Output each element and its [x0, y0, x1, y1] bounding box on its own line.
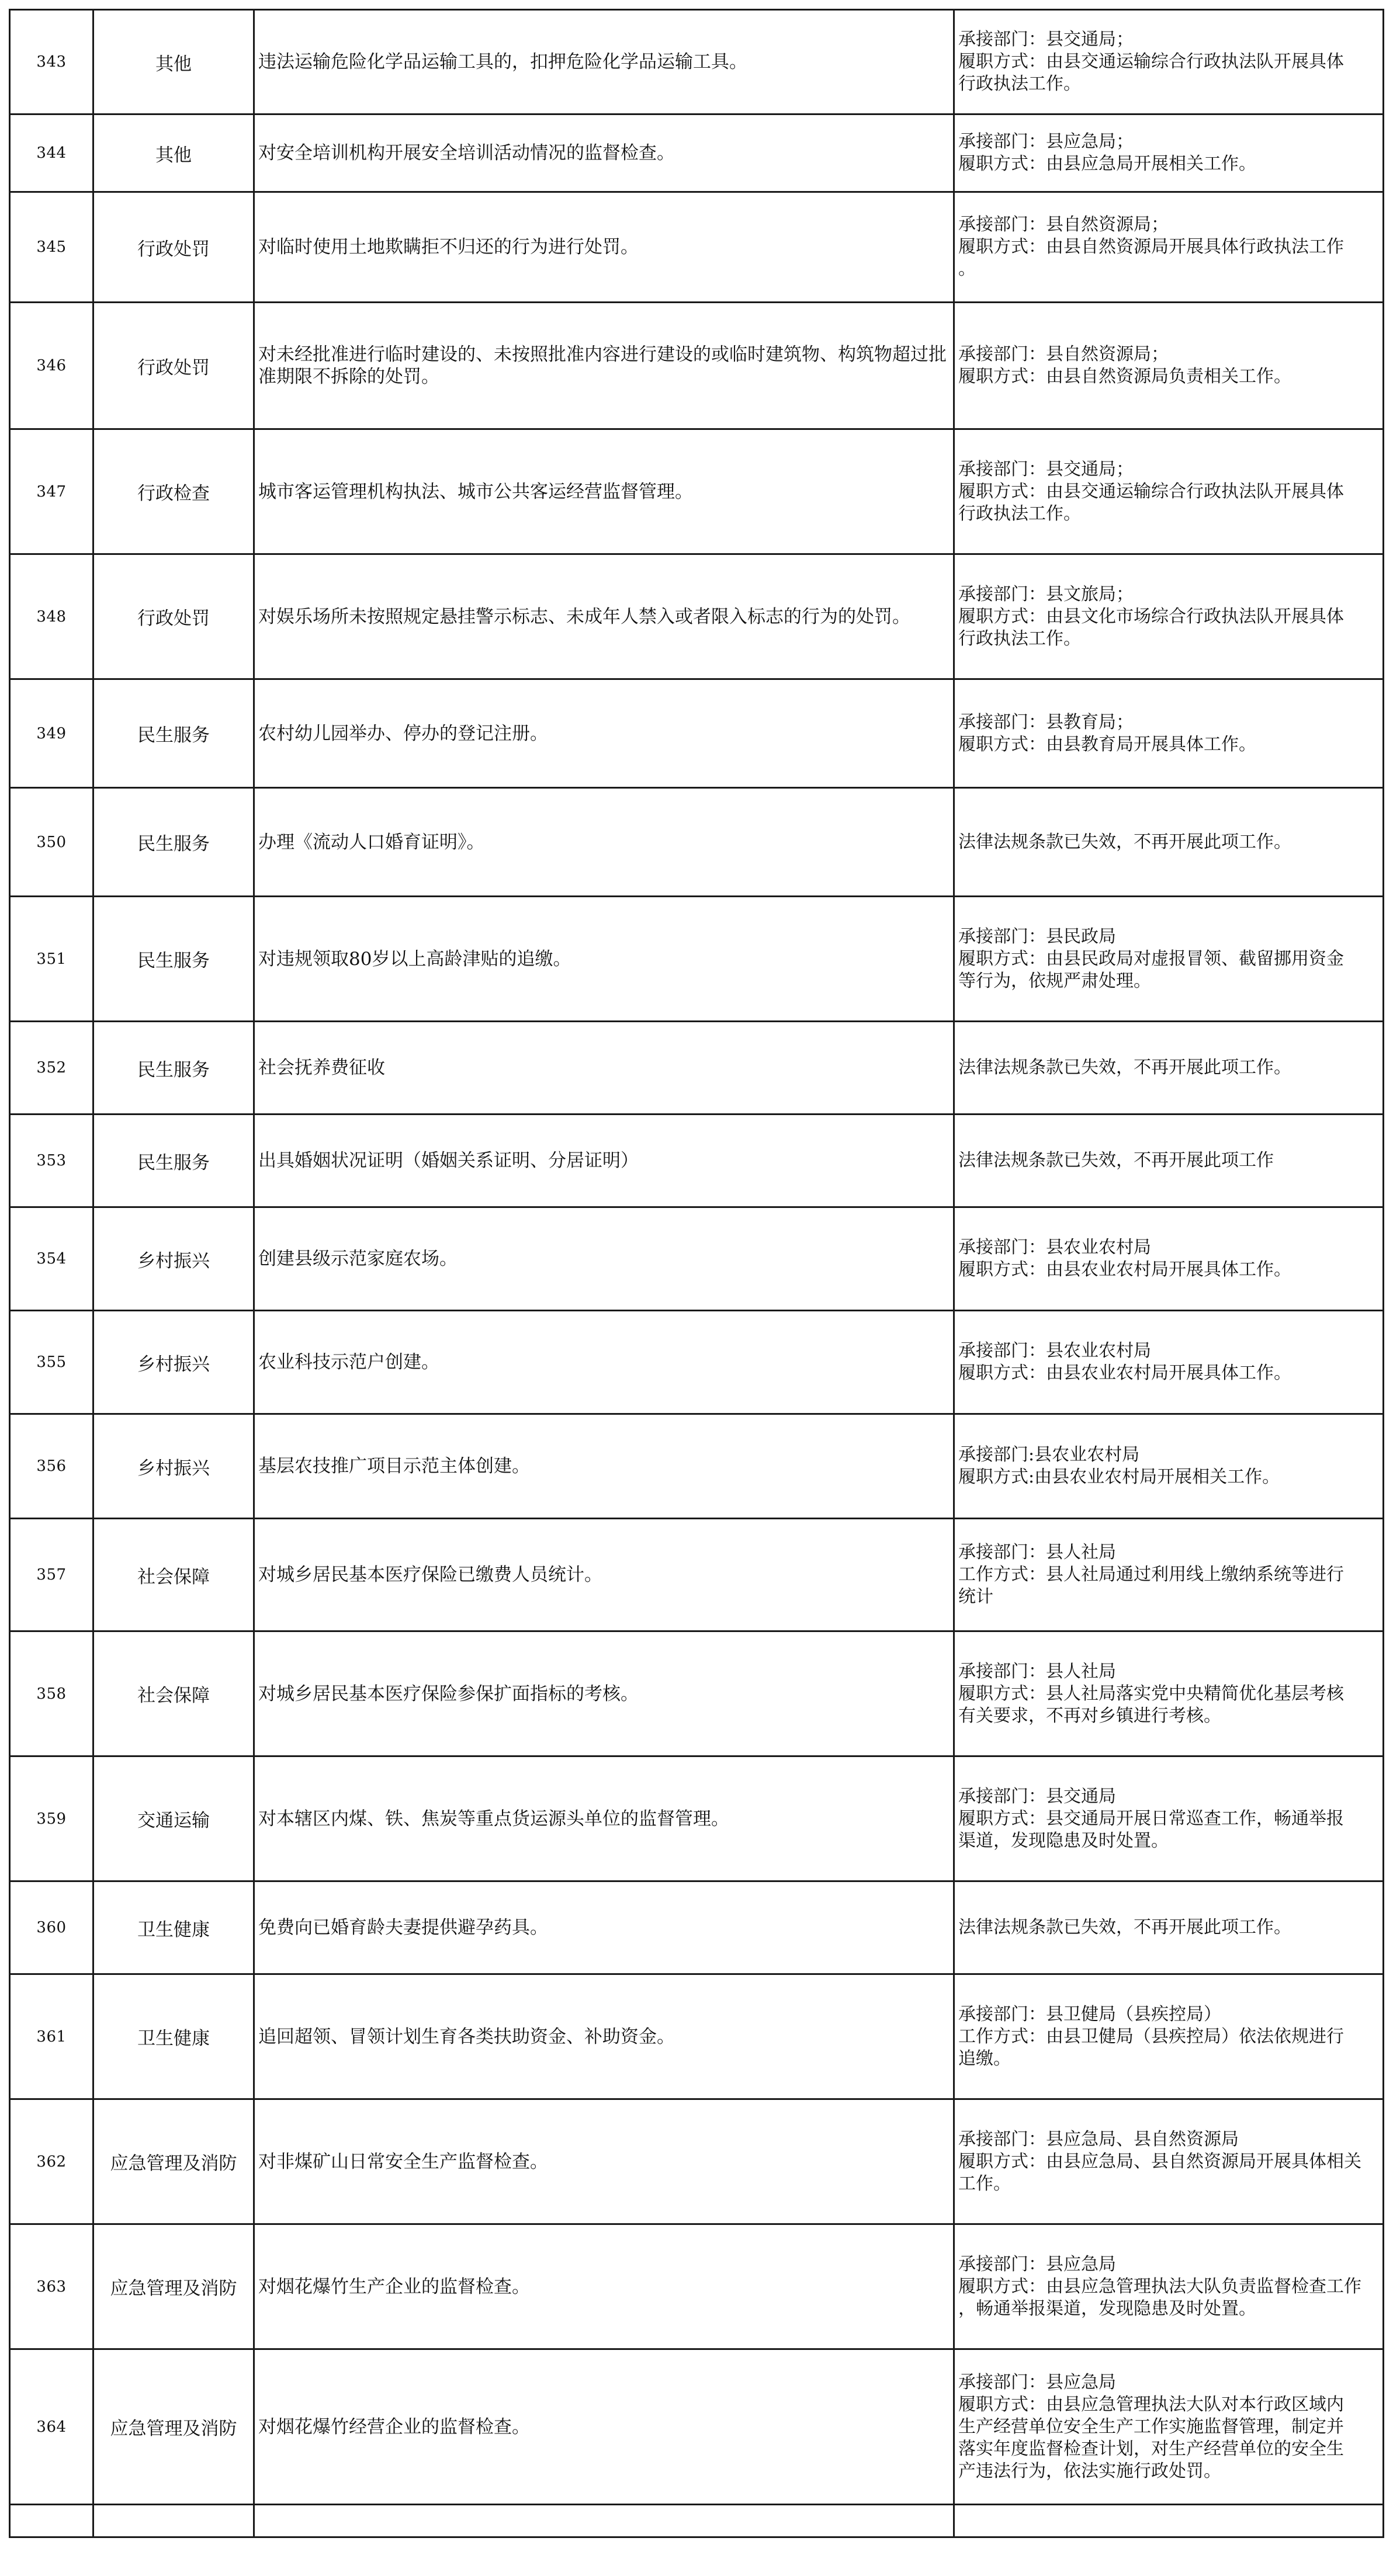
row-item: 免费向已婚育龄夫妻提供避孕药具。: [254, 1881, 954, 1974]
row-department: [954, 303, 1384, 429]
department-line: 承接部门：县文旅局；: [958, 584, 1134, 605]
row-department: [954, 1631, 1384, 1756]
row-category: 乡村振兴: [93, 1311, 254, 1414]
row-number: 360: [10, 1881, 93, 1974]
department-line: 履职方式：由县教育局开展具体工作。: [958, 734, 1256, 755]
department-line: 工作方式：县人社局通过利用线上缴纳系统等进行: [958, 1564, 1344, 1585]
row-number: 346: [10, 303, 93, 429]
row-department: [954, 1311, 1384, 1414]
table-row: [10, 1631, 1384, 1756]
department-line: 履职方式:由县农业农村局开展相关工作。: [958, 1467, 1280, 1487]
row-number: 349: [10, 679, 93, 788]
row-department: [954, 1974, 1384, 2099]
empty-cell: [254, 2505, 954, 2537]
row-number: 357: [10, 1519, 93, 1631]
row-category: 社会保障: [93, 1631, 254, 1756]
row-number: 364: [10, 2349, 93, 2505]
row-category: 应急管理及消防: [93, 2349, 254, 2505]
department-line: 等行为，依规严肃处理。: [958, 970, 1151, 991]
department-line: 承接部门：县应急局；: [958, 131, 1134, 152]
row-number: 351: [10, 897, 93, 1022]
row-department: [954, 679, 1384, 788]
row-department: [954, 192, 1384, 303]
empty-cell: [93, 2505, 254, 2537]
empty-row: [10, 2505, 1384, 2537]
row-item: 对违规领取80岁以上高龄津贴的追缴。: [254, 897, 954, 1022]
department-line: 履职方式：由县应急局、县自然资源局开展具体相关: [958, 2151, 1361, 2172]
table-row: [10, 1022, 1384, 1115]
department-line: 履职方式：由县应急局开展相关工作。: [958, 154, 1256, 174]
row-department: [954, 1519, 1384, 1631]
row-category: 其他: [93, 10, 254, 114]
department-line: 履职方式：由县应急管理执法大队负责监督检查工作: [958, 2276, 1361, 2297]
table-row: [10, 2099, 1384, 2224]
row-category: 卫生健康: [93, 1881, 254, 1974]
row-department: [954, 1414, 1384, 1519]
department-line: 承接部门：县自然资源局；: [958, 214, 1169, 235]
table-row: [10, 1974, 1384, 2099]
table-body: [10, 10, 1384, 2537]
department-line: 履职方式：由县自然资源局负责相关工作。: [958, 366, 1291, 387]
row-item: 对城乡居民基本医疗保险参保扩面指标的考核。: [254, 1631, 954, 1756]
row-category: 应急管理及消防: [93, 2099, 254, 2224]
row-category: 民生服务: [93, 679, 254, 788]
department-line: 工作方式：由县卫健局（县疾控局）依法依规进行: [958, 2026, 1344, 2047]
responsibility-table: [9, 9, 1384, 2538]
department-line: 行政执法工作。: [958, 503, 1081, 524]
department-line: 承接部门：县农业农村局: [958, 1341, 1151, 1361]
row-item: 对非煤矿山日常安全生产监督检查。: [254, 2099, 954, 2224]
department-line: 履职方式：由县民政局对虚报冒领、截留挪用资金: [958, 948, 1344, 969]
department-line: 履职方式：由县交通运输综合行政执法队开展具体: [958, 51, 1344, 72]
department-line: 履职方式：县交通局开展日常巡查工作，畅通举报: [958, 1808, 1344, 1829]
row-item: 创建县级示范家庭农场。: [254, 1207, 954, 1311]
row-number: 358: [10, 1631, 93, 1756]
row-category: 乡村振兴: [93, 1414, 254, 1519]
table-row: [10, 1756, 1384, 1881]
row-category: 行政检查: [93, 429, 254, 554]
department-line: 法律法规条款已失效，不再开展此项工作: [958, 1150, 1274, 1171]
row-number: 344: [10, 114, 93, 192]
row-number: 359: [10, 1756, 93, 1881]
row-number: 350: [10, 788, 93, 897]
row-department: [954, 2099, 1384, 2224]
row-category: 应急管理及消防: [93, 2224, 254, 2349]
department-line: 履职方式：由县文化市场综合行政执法队开展具体: [958, 606, 1344, 627]
row-department: [954, 1881, 1384, 1974]
table-row: [10, 1207, 1384, 1311]
row-category: 社会保障: [93, 1519, 254, 1631]
department-line: 产违法行为，依法实施行政处罚。: [958, 2460, 1221, 2481]
department-line: 承接部门：县卫健局（县疾控局）: [958, 2004, 1221, 2025]
row-item: 对娱乐场所未按照规定悬挂警示标志、未成年人禁入或者限入标志的行为的处罚。: [254, 554, 954, 679]
department-line: 承接部门：县人社局: [958, 1542, 1116, 1563]
department-line: 履职方式：由县交通运输综合行政执法队开展具体: [958, 481, 1344, 502]
row-number: 343: [10, 10, 93, 114]
row-category: 民生服务: [93, 897, 254, 1022]
department-line: ，畅通举报渠道，发现隐患及时处置。: [958, 2298, 1256, 2319]
department-line: 承接部门：县农业农村局: [958, 1237, 1151, 1258]
department-line: 追缴。: [958, 2048, 1011, 2069]
row-category: 行政处罚: [93, 554, 254, 679]
table-row: [10, 679, 1384, 788]
row-item: 追回超领、冒领计划生育各类扶助资金、补助资金。: [254, 1974, 954, 2099]
row-department: [954, 1207, 1384, 1311]
row-item: 对烟花爆竹生产企业的监督检查。: [254, 2224, 954, 2349]
table-row: [10, 2349, 1384, 2505]
row-category: 民生服务: [93, 1022, 254, 1115]
row-number: 345: [10, 192, 93, 303]
department-line: 有关要求，不再对乡镇进行考核。: [958, 1705, 1221, 1726]
department-line: 法律法规条款已失效，不再开展此项工作。: [958, 1917, 1291, 1938]
row-item: 对安全培训机构开展安全培训活动情况的监督检查。: [254, 114, 954, 192]
row-department: [954, 2349, 1384, 2505]
department-line: 履职方式：由县应急管理执法大队对本行政区域内: [958, 2394, 1344, 2415]
table-row: [10, 429, 1384, 554]
row-item: 对烟花爆竹经营企业的监督检查。: [254, 2349, 954, 2505]
table-row: [10, 897, 1384, 1022]
department-line: 统计: [958, 1586, 993, 1607]
row-category: 其他: [93, 114, 254, 192]
row-department: [954, 1022, 1384, 1115]
row-item: 农村幼儿园举办、停办的登记注册。: [254, 679, 954, 788]
department-line: 行政执法工作。: [958, 74, 1081, 94]
empty-cell: [10, 2505, 93, 2537]
table-row: [10, 788, 1384, 897]
department-line: 承接部门:县农业农村局: [958, 1445, 1140, 1465]
row-item: 城市客运管理机构执法、城市公共客运经营监督管理。: [254, 429, 954, 554]
row-department: [954, 1756, 1384, 1881]
department-line: 履职方式：由县农业农村局开展具体工作。: [958, 1259, 1291, 1280]
department-line: 承接部门：县教育局；: [958, 711, 1134, 732]
department-line: 行政执法工作。: [958, 628, 1081, 649]
row-category: 行政处罚: [93, 192, 254, 303]
row-item: 农业科技示范户创建。: [254, 1311, 954, 1414]
row-number: 354: [10, 1207, 93, 1311]
row-item: 对本辖区内煤、铁、焦炭等重点货运源头单位的监督管理。: [254, 1756, 954, 1881]
department-line: 承接部门：县自然资源局；: [958, 344, 1169, 364]
row-number: 362: [10, 2099, 93, 2224]
department-line: 生产经营单位安全生产工作实施监督管理，制定并: [958, 2416, 1344, 2437]
row-number: 353: [10, 1115, 93, 1207]
row-number: 347: [10, 429, 93, 554]
table-row: [10, 2224, 1384, 2349]
table-row: [10, 554, 1384, 679]
row-number: 355: [10, 1311, 93, 1414]
department-line: 承接部门：县交通局；: [958, 459, 1134, 480]
row-number: 361: [10, 1974, 93, 2099]
row-department: [954, 554, 1384, 679]
department-line: 履职方式：由县自然资源局开展具体行政执法工作: [958, 237, 1344, 257]
department-line: 落实年度监督检查计划，对生产经营单位的安全生: [958, 2438, 1344, 2459]
row-item: 社会抚养费征收: [254, 1022, 954, 1115]
table-row: [10, 1311, 1384, 1414]
row-category: 卫生健康: [93, 1974, 254, 2099]
department-line: 承接部门：县交通局；: [958, 29, 1134, 50]
department-line: 渠道，发现隐患及时处置。: [958, 1830, 1169, 1851]
row-item: 基层农技推广项目示范主体创建。: [254, 1414, 954, 1519]
department-line: 履职方式：由县农业农村局开展具体工作。: [958, 1363, 1291, 1383]
department-line: 承接部门：县人社局: [958, 1661, 1116, 1682]
row-item: 对临时使用土地欺瞒拒不归还的行为进行处罚。: [254, 192, 954, 303]
row-number: 356: [10, 1414, 93, 1519]
department-line: 承接部门：县应急局、县自然资源局: [958, 2129, 1239, 2150]
table-row: [10, 114, 1384, 192]
row-department: [954, 1115, 1384, 1207]
department-line: 工作。: [958, 2173, 1011, 2194]
row-category: 交通运输: [93, 1756, 254, 1881]
table-row: [10, 1519, 1384, 1631]
row-department: [954, 10, 1384, 114]
department-line: 承接部门：县应急局: [958, 2372, 1116, 2393]
department-line: 履职方式：县人社局落实党中央精简优化基层考核: [958, 1683, 1344, 1704]
row-department: [954, 2224, 1384, 2349]
row-number: 363: [10, 2224, 93, 2349]
department-line: 承接部门：县应急局: [958, 2254, 1116, 2275]
table-row: [10, 1414, 1384, 1519]
row-item: 对未经批准进行临时建设的、未按照批准内容进行建设的或临时建筑物、构筑物超过批准期限不拆除的处罚。: [254, 303, 954, 429]
table-row: [10, 303, 1384, 429]
row-department: [954, 429, 1384, 554]
row-item: 出具婚姻状况证明（婚姻关系证明、分居证明）: [254, 1115, 954, 1207]
table-row: [10, 1881, 1384, 1974]
row-department: [954, 788, 1384, 897]
row-item: 违法运输危险化学品运输工具的，扣押危险化学品运输工具。: [254, 10, 954, 114]
row-category: 民生服务: [93, 788, 254, 897]
empty-cell: [954, 2505, 1384, 2537]
row-department: [954, 114, 1384, 192]
row-number: 352: [10, 1022, 93, 1115]
department-line: 法律法规条款已失效，不再开展此项工作。: [958, 1057, 1291, 1078]
table-row: [10, 192, 1384, 303]
department-line: 。: [958, 259, 976, 279]
row-department: [954, 897, 1384, 1022]
department-line: 承接部门：县交通局: [958, 1786, 1116, 1807]
row-item: 办理《流动人口婚育证明》。: [254, 788, 954, 897]
table-row: [10, 10, 1384, 114]
table-row: [10, 1115, 1384, 1207]
row-item: 对城乡居民基本医疗保险已缴费人员统计。: [254, 1519, 954, 1631]
row-category: 民生服务: [93, 1115, 254, 1207]
row-number: 348: [10, 554, 93, 679]
department-line: 承接部门：县民政局: [958, 926, 1116, 947]
row-category: 行政处罚: [93, 303, 254, 429]
row-category: 乡村振兴: [93, 1207, 254, 1311]
department-line: 法律法规条款已失效，不再开展此项工作。: [958, 831, 1291, 852]
